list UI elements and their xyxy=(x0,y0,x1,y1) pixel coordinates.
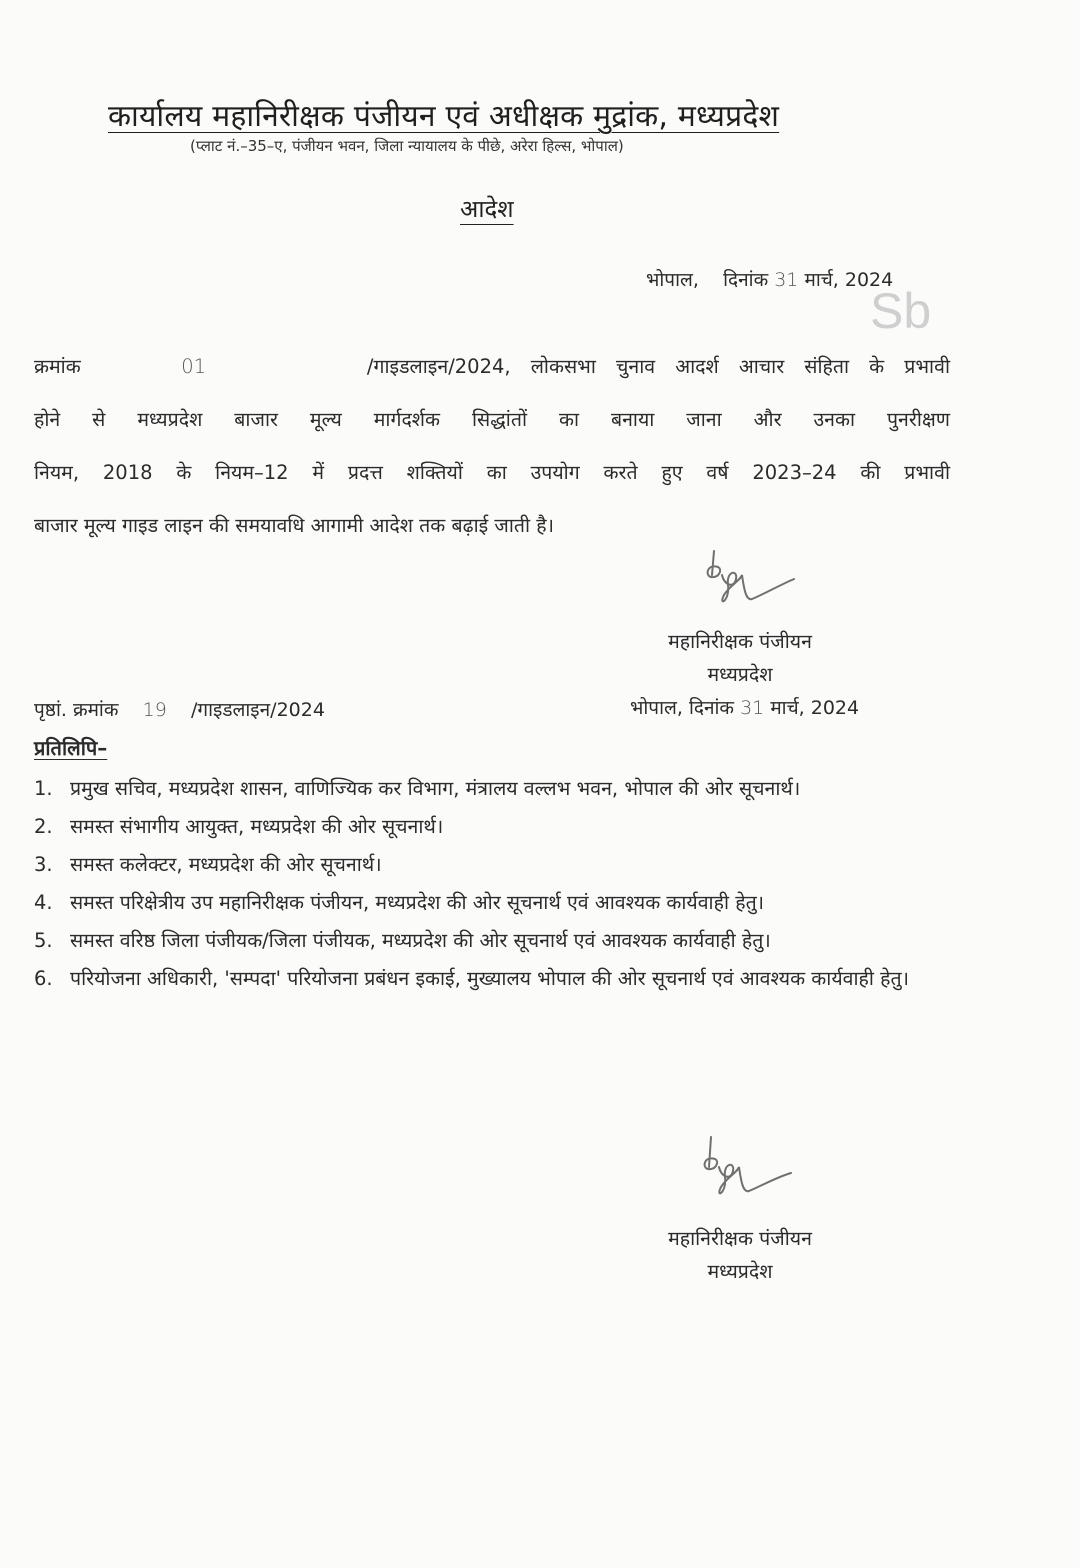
list-item xyxy=(34,884,944,922)
issue-month-year: मार्च, 2024 xyxy=(804,269,894,291)
issue-date-label: दिनांक xyxy=(723,269,769,291)
signatory-designation: महानिरीक्षक पंजीयन xyxy=(668,1227,812,1250)
issue-day-handwritten: 31 xyxy=(774,269,799,291)
body-text: लोकसभा चुनाव आदर्श आचार संहिता के प्रभावी xyxy=(530,355,950,378)
endorsement-ref-suffix: /गाइडलाइन/2024 xyxy=(190,699,325,721)
list-item xyxy=(34,846,944,884)
order-body-line-3: नियम, 2018 के नियम–12 में प्रदत्त शक्तियों का उपयोग करते हुए वर्ष 2023–24 की प्रभावी xyxy=(34,461,950,484)
endorsement-ref-number-handwritten: 19 xyxy=(142,699,167,721)
office-title: कार्यालय महानिरीक्षक पंजीयन एवं अधीक्षक मुद्रांक, मध्यप्रदेश xyxy=(108,99,780,134)
office-address: (प्लाट नं.–35–ए, पंजीयन भवन, जिला न्यायालय के पीछे, अरेरा हिल्स, भोपाल) xyxy=(190,137,624,155)
ref-number-handwritten: 01 xyxy=(181,355,207,378)
signatory-designation: महानिरीक्षक पंजीयन xyxy=(668,630,812,653)
list-number: 6. xyxy=(34,967,53,990)
issue-date xyxy=(646,266,893,292)
list-number: 1. xyxy=(34,777,53,800)
list-number: 4. xyxy=(34,891,53,914)
list-number: 5. xyxy=(34,929,53,952)
order-body xyxy=(34,340,950,552)
signature-icon xyxy=(700,545,800,615)
signature-2 xyxy=(695,1133,795,1212)
list-item xyxy=(34,922,944,960)
order-body-line-2: होने से मध्यप्रदेश बाजार मूल्य मार्गदर्शक सिद्धांतों का बनाया जाना और उनका पुनरीक्षण xyxy=(34,408,950,431)
endorsement-ref-label: पृष्ठां. क्रमांक xyxy=(34,699,119,721)
signature-1 xyxy=(700,545,800,619)
ref-suffix: /गाइडलाइन/2024, xyxy=(366,355,511,378)
issue-place: भोपाल, xyxy=(646,269,699,291)
order-heading: आदेश xyxy=(460,195,514,223)
list-text: समस्त परिक्षेत्रीय उप महानिरीक्षक पंजीयन, मध्यप्रदेश की ओर सूचनार्थ एवं आवश्यक कार्यवाही हेतु। xyxy=(70,891,765,914)
list-number: 3. xyxy=(34,853,53,876)
list-text: समस्त वरिष्ठ जिला पंजीयक/जिला पंजीयक, मध्यप्रदेश की ओर सूचनार्थ एवं आवश्यक कार्यवाही हेतु। xyxy=(70,929,771,952)
order-body-line-1 xyxy=(34,340,950,393)
list-item xyxy=(34,808,944,846)
watermark: Sb xyxy=(870,283,932,339)
order-body-line-4: बाजार मूल्य गाइड लाइन की समयावधि आगामी आदेश तक बढ़ाई जाती है। xyxy=(34,514,555,537)
list-text: समस्त संभागीय आयुक्त, मध्यप्रदेश की ओर सूचनार्थ। xyxy=(70,815,444,838)
endorsement-month-year: मार्च, 2024 xyxy=(770,697,860,719)
list-number: 2. xyxy=(34,815,53,838)
list-text: समस्त कलेक्टर, मध्यप्रदेश की ओर सूचनार्थ। xyxy=(70,853,382,876)
list-text: परियोजना अधिकारी, 'सम्पदा' परियोजना प्रबंधन इकाई, मुख्यालय भोपाल की ओर सूचनार्थ एवं आवश्यक कार्यवाही हेतु। xyxy=(70,967,909,990)
ref-label: क्रमांक xyxy=(34,355,81,378)
list-text: प्रमुख सचिव, मध्यप्रदेश शासन, वाणिज्यिक कर विभाग, मंत्रालय वल्लभ भवन, भोपाल की ओर सूचनार्थ। xyxy=(70,777,801,800)
signatory-block-1 xyxy=(625,625,855,691)
signatory-block-2 xyxy=(625,1222,855,1288)
endorsement-ref xyxy=(34,696,325,722)
endorsement-place-date: भोपाल, दिनांक xyxy=(630,697,735,719)
signature-icon xyxy=(695,1133,795,1208)
endorsement-day-handwritten: 31 xyxy=(740,697,765,719)
list-item xyxy=(34,770,944,808)
copy-list xyxy=(34,770,944,998)
endorsement-date xyxy=(630,694,859,720)
signatory-state: मध्यप्रदेश xyxy=(707,663,773,686)
copy-heading: प्रतिलिपि– xyxy=(34,736,108,760)
signatory-state: मध्यप्रदेश xyxy=(707,1260,773,1283)
list-item xyxy=(34,960,944,998)
